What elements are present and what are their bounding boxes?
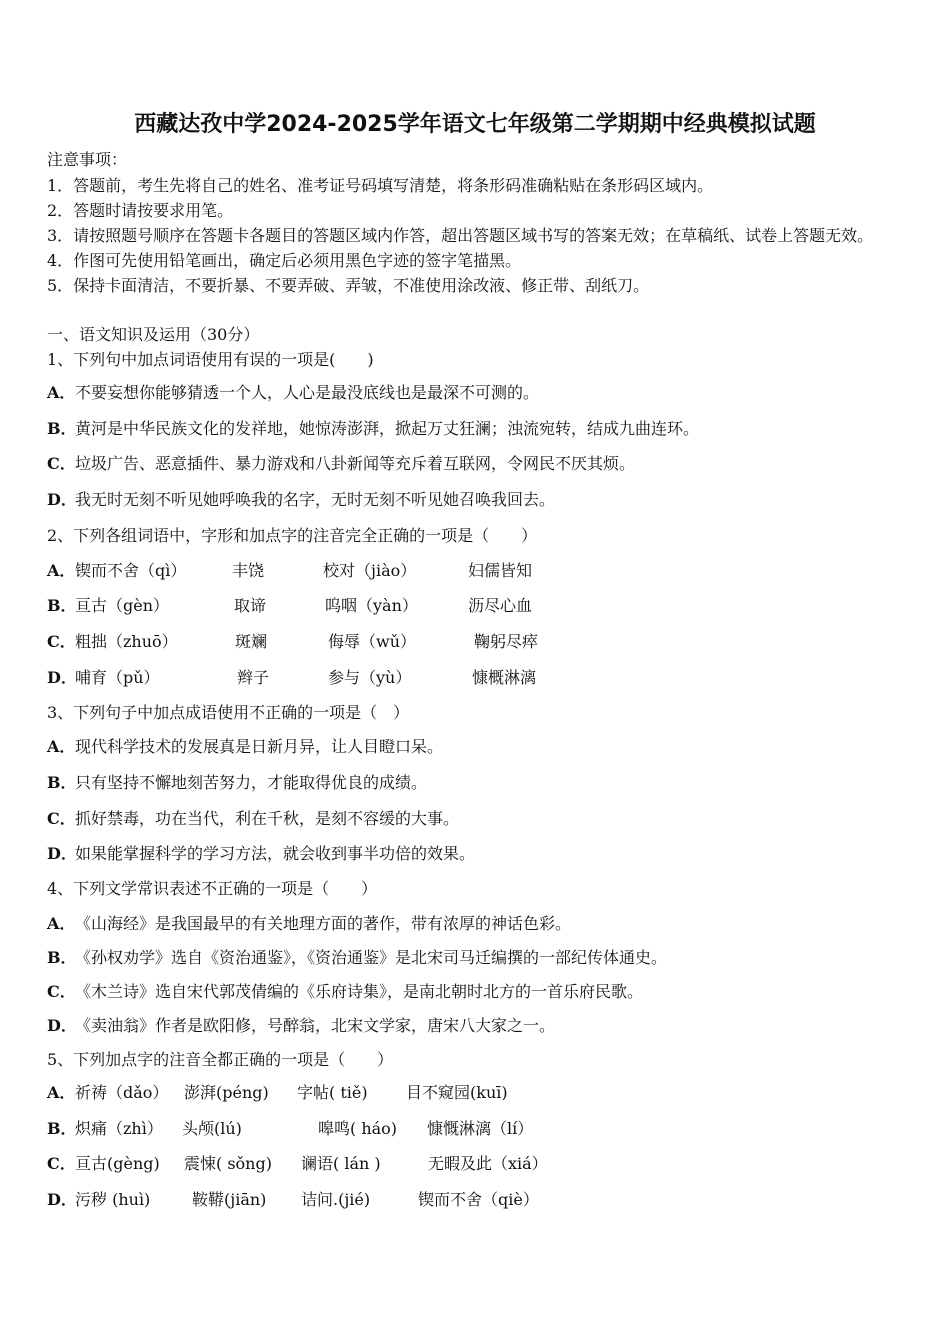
option-label: B．: [47, 1119, 77, 1138]
option-row: [0, 561, 950, 581]
option-cell: 丰饶: [232, 561, 265, 580]
option-label: B．: [47, 773, 77, 792]
note-item: 5．保持卡面清洁，不要折暴、不要弄破、弄皱，不准使用涂改液、修正带、刮纸刀。: [47, 276, 650, 295]
option-cell: 字帖( tiě): [297, 1083, 368, 1102]
option-row: [0, 454, 950, 474]
option-row: [0, 596, 950, 616]
option-label: C．: [47, 982, 76, 1001]
option-text: 垃圾广告、恶意插件、暴力游戏和八卦新闻等充斥着互联网，令网民不厌其烦。: [75, 454, 636, 473]
option-cell: 亘古(gèng): [75, 1154, 160, 1173]
option-label: A．: [47, 737, 76, 756]
option-label: C．: [47, 809, 76, 828]
option-cell: 震悚( sǒng): [184, 1154, 272, 1173]
option-text: 《卖油翁》作者是欧阳修，号醉翁，北宋文学家，唐宋八大家之一。: [75, 1016, 556, 1035]
option-label: C．: [47, 1154, 76, 1173]
option-cell: 取谛: [234, 596, 267, 615]
option-cell: 锲而不舍（qiè）: [418, 1190, 539, 1209]
option-row: [0, 1154, 950, 1174]
option-cell: 无暇及此（xiá）: [428, 1154, 548, 1173]
option-text: 不要妄想你能够猜透一个人，人心是最没底线也是最深不可测的。: [75, 383, 540, 402]
option-row: [0, 809, 950, 829]
option-text: 《山海经》是我国最早的有关地理方面的著作，带有浓厚的神话色彩。: [75, 914, 572, 933]
option-row: [0, 982, 950, 1002]
option-label: B．: [47, 419, 77, 438]
option-label: A．: [47, 1083, 76, 1102]
option-cell: 粗拙（zhuō）: [75, 632, 178, 651]
option-text: 《孙权劝学》选自《资治通鉴》，《资治通鉴》是北宋司马迁编撰的一部纪传体通史。: [75, 948, 668, 967]
question-stem: 4、下列文学常识表述不正确的一项是（ ）: [47, 879, 378, 898]
note-item: 3．请按照题号顺序在答题卡各题目的答题区域内作答，超出答题区域书写的答案无效；在草稿纸、试卷上答题无效。: [47, 226, 874, 245]
option-cell: 辫子: [237, 668, 270, 687]
option-text: 抓好禁毒，功在当代，利在千秋，是刻不容缓的大事。: [75, 809, 460, 828]
option-label: A．: [47, 383, 76, 402]
section-heading: 一、语文知识及运用（30分）: [47, 325, 260, 344]
option-row: [0, 914, 950, 934]
option-cell: 沥尽心血: [468, 596, 533, 615]
option-cell: 斑斓: [235, 632, 268, 651]
option-row: [0, 773, 950, 793]
exam-title: 西藏达孜中学2024-2025学年语文七年级第二学期期中经典模拟试题: [134, 112, 816, 137]
option-text: 我无时无刻不听见她呼唤我的名字，无时无刻不听见她召唤我回去。: [75, 490, 556, 509]
option-label: B．: [47, 948, 77, 967]
option-row: [0, 1190, 950, 1210]
question-stem: 1、下列句中加点词语使用有误的一项是( ): [47, 350, 374, 369]
option-text: 现代科学技术的发展真是日新月异，让人目瞪口呆。: [75, 737, 444, 756]
option-cell: 鞠躬尽瘁: [474, 632, 539, 651]
option-row: [0, 419, 950, 439]
option-label: A．: [47, 561, 76, 580]
option-row: [0, 632, 950, 652]
option-label: A．: [47, 914, 76, 933]
option-label: D．: [47, 1016, 77, 1035]
option-label: D．: [47, 1190, 77, 1209]
option-row: [0, 1083, 950, 1103]
note-item: 1．答题前，考生先将自己的姓名、准考证号码填写清楚，将条形码准确粘贴在条形码区域内。: [47, 176, 714, 195]
option-cell: 目不窥园(kuī): [406, 1083, 508, 1102]
note-item: 4．作图可先使用铅笔画出，确定后必须用黑色字迹的签字笔描黑。: [47, 251, 522, 270]
option-label: C．: [47, 632, 76, 651]
option-row: [0, 737, 950, 757]
option-cell: 锲而不舍（qì）: [75, 561, 187, 580]
option-text: 黄河是中华民族文化的发祥地，她惊涛澎湃，掀起万丈狂澜；浊流宛转，结成九曲连环。: [75, 419, 700, 438]
option-row: [0, 668, 950, 688]
option-cell: 慷概淋漓: [472, 668, 537, 687]
option-label: D．: [47, 490, 77, 509]
option-cell: 头颅(lú): [182, 1119, 242, 1138]
option-cell: 嗥鸣( háo): [318, 1119, 398, 1138]
option-label: B．: [47, 596, 77, 615]
option-cell: 炽痛（zhì）: [75, 1119, 163, 1138]
option-text: 如果能掌握科学的学习方法，就会收到事半功倍的效果。: [75, 844, 476, 863]
option-cell: 校对（jiào）: [323, 561, 417, 580]
option-row: [0, 948, 950, 968]
option-cell: 亘古（gèn）: [75, 596, 170, 615]
notes-heading: 注意事项：: [47, 150, 128, 169]
option-label: C．: [47, 454, 76, 473]
option-cell: 谰语( lán ): [301, 1154, 381, 1173]
question-stem: 3、下列句子中加点成语使用不正确的一项是（ ）: [47, 703, 410, 722]
option-text: 只有坚持不懈地刻苦努力，才能取得优良的成绩。: [75, 773, 428, 792]
option-cell: 慷慨淋漓（lí）: [427, 1119, 534, 1138]
option-row: [0, 1119, 950, 1139]
question-stem: 2、下列各组词语中，字形和加点字的注音完全正确的一项是（ ）: [47, 526, 538, 545]
note-item: 2．答题时请按要求用笔。: [47, 201, 234, 220]
option-label: D．: [47, 668, 77, 687]
option-text: 《木兰诗》选自宋代郭茂倩编的《乐府诗集》，是南北朝时北方的一首乐府民歌。: [75, 982, 644, 1001]
option-cell: 妇儒皆知: [468, 561, 533, 580]
option-label: D．: [47, 844, 77, 863]
option-cell: 参与（yù）: [328, 668, 412, 687]
option-row: [0, 490, 950, 510]
option-row: [0, 1016, 950, 1036]
question-stem: 5、下列加点字的注音全都正确的一项是（ ）: [47, 1050, 394, 1069]
option-cell: 污秽 (huì): [75, 1190, 151, 1209]
option-cell: 鞍鞯(jiān): [192, 1190, 267, 1209]
option-cell: 澎湃(péng): [184, 1083, 269, 1102]
option-row: [0, 844, 950, 864]
option-cell: 哺育（pǔ）: [75, 668, 160, 687]
option-row: [0, 383, 950, 403]
option-cell: 呜咽（yàn）: [325, 596, 418, 615]
option-cell: 侮辱（wǔ）: [328, 632, 417, 651]
option-cell: 诘问.(jié): [301, 1190, 371, 1209]
option-cell: 祈祷（dǎo）: [75, 1083, 169, 1102]
